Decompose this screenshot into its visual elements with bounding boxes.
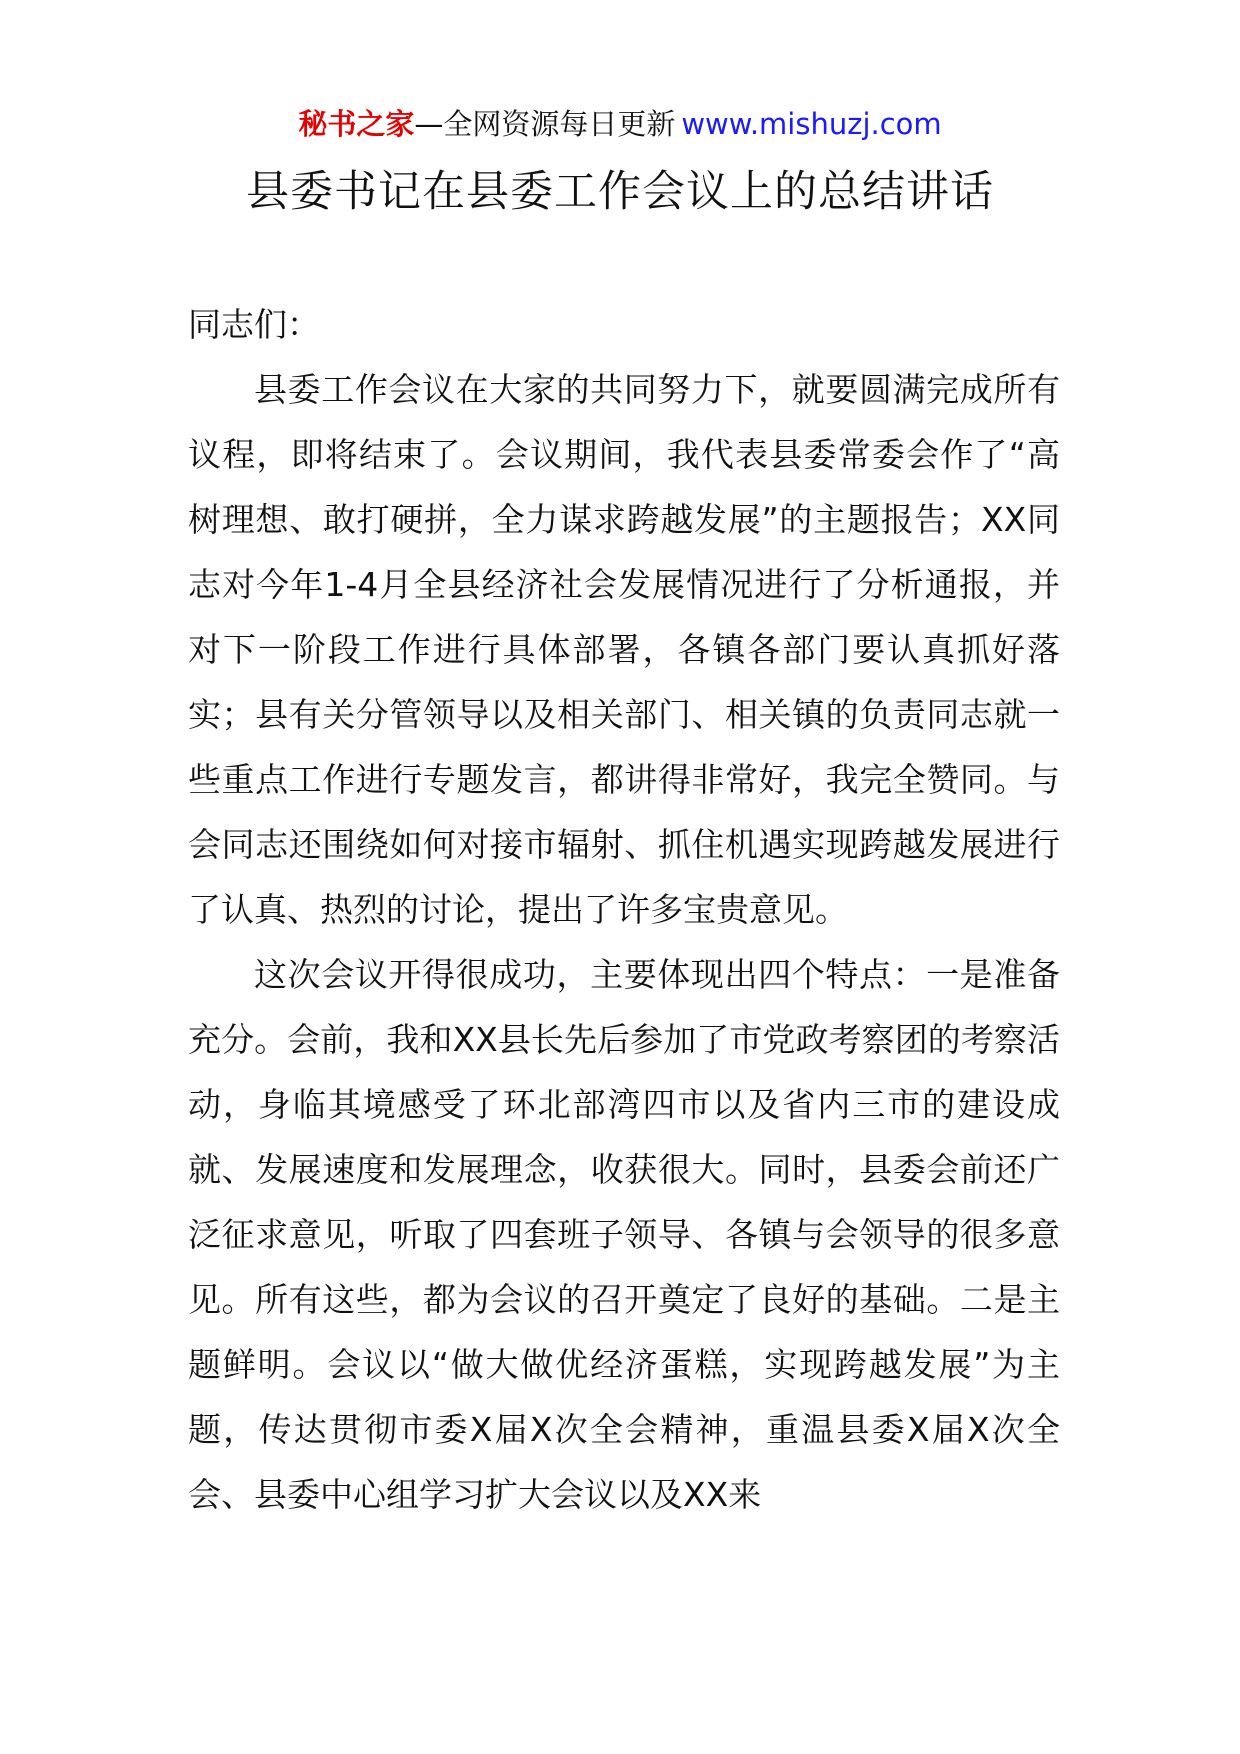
document-title: 县委书记在县委工作会议上的总结讲话 [246,167,994,217]
document-body [188,292,1060,1527]
site-url-link[interactable]: www.mishuzj.com [681,107,942,141]
paragraph-2: 这次会议开得很成功，主要体现出四个特点：一是准备充分。会前，我和XX县长先后参加了市党政考察团的考察活动，身临其境感受了环北部湾四市以及省内三市的建设成就、发展速度和发展理念，收获很大。同时，县委会前还广泛征求意见，听取了四套班子领导、各镇与会领导的很多意见。所有这些，都为会议的召开奠定了良好的基础。二是主题鲜明。会议以“做大做优经济蛋糕，实现跨越发展”为主题，传达贯彻市委X届X次全会精神，重温县委X届X次全会、县委中心组学习扩大会议以及XX来 [188,955,1060,1514]
site-tagline: —全网资源每日更新 [414,107,676,141]
salutation: 同志们： [188,305,320,344]
site-brand: 秘书之家 [298,107,415,141]
site-header [0,104,1240,144]
paragraph-1: 县委工作会议在大家的共同努力下，就要圆满完成所有议程，即将结束了。会议期间，我代表县委常委会作了“高树理想、敢打硬拼，全力谋求跨越发展”的主题报告；XX同志对今年1-4月全县经济社会发展情况进行了分析通报，并对下一阶段工作进行具体部署，各镇各部门要认真抓好落实；县有关分管领导以及相关部门、相关镇的负责同志就一些重点工作进行专题发言，都讲得非常好，我完全赞同。与会同志还围绕如何对接市辐射、抓住机遇实现跨越发展进行了认真、热烈的讨论，提出了许多宝贵意见。 [188,370,1060,929]
